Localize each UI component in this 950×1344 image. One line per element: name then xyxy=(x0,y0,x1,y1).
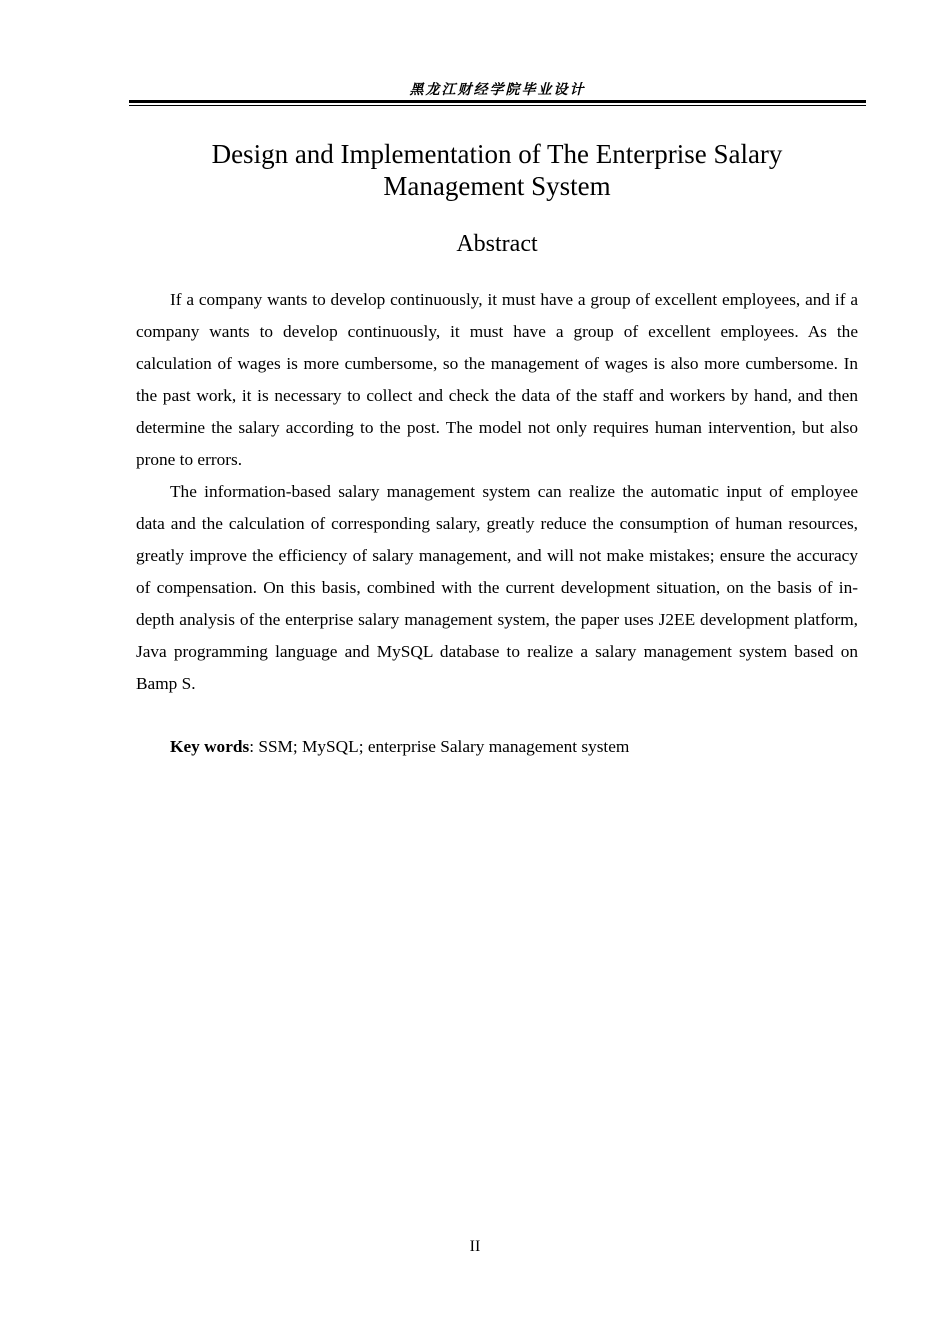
header-rule-thin xyxy=(129,105,866,106)
keywords-label: Key words xyxy=(170,737,250,756)
page-number: II xyxy=(469,1238,481,1255)
keywords-text: SSM; MySQL; enterprise Salary management system xyxy=(258,737,630,756)
abstract-body xyxy=(136,284,858,700)
abstract-paragraph-2: The information-based salary management system can realize the automatic input of employee data and the calculation of corresponding salary, greatly reduce the consumption of human resources, greatly improve the efficiency of salary management, and will not make mistakes; ensure the accuracy of compensation. On this basis, combined with the current development situation, on the basis of in-depth analysis of the enterprise salary management system, the paper uses J2EE development platform, Java programming language and MySQL database to realize a salary management system based on Bamp S. xyxy=(136,482,858,693)
abstract-paragraph-1: If a company wants to develop continuously, it must have a group of excellent employees, and if a company wants to develop continuously, it must have a group of excellent employees. As the calculation of wages is more cumbersome, so the management of wages is also more cumbersome. In the past work, it is necessary to collect and check the data of the staff and workers by hand, and then determine the salary according to the post. The model not only requires human intervention, but also prone to errors. xyxy=(136,290,858,469)
keywords xyxy=(136,731,858,763)
page-header xyxy=(129,80,866,106)
keywords-separator: : xyxy=(249,737,259,756)
header-title: 黑龙江财经学院毕业设计 xyxy=(409,82,586,98)
paper-title xyxy=(136,138,858,202)
paper-title-line1: Design and Implementation of The Enterprise Salary xyxy=(211,139,783,169)
header-rule-thick xyxy=(129,100,866,103)
paper-title-line2: Management System xyxy=(383,171,611,201)
abstract-heading: Abstract xyxy=(456,231,538,257)
